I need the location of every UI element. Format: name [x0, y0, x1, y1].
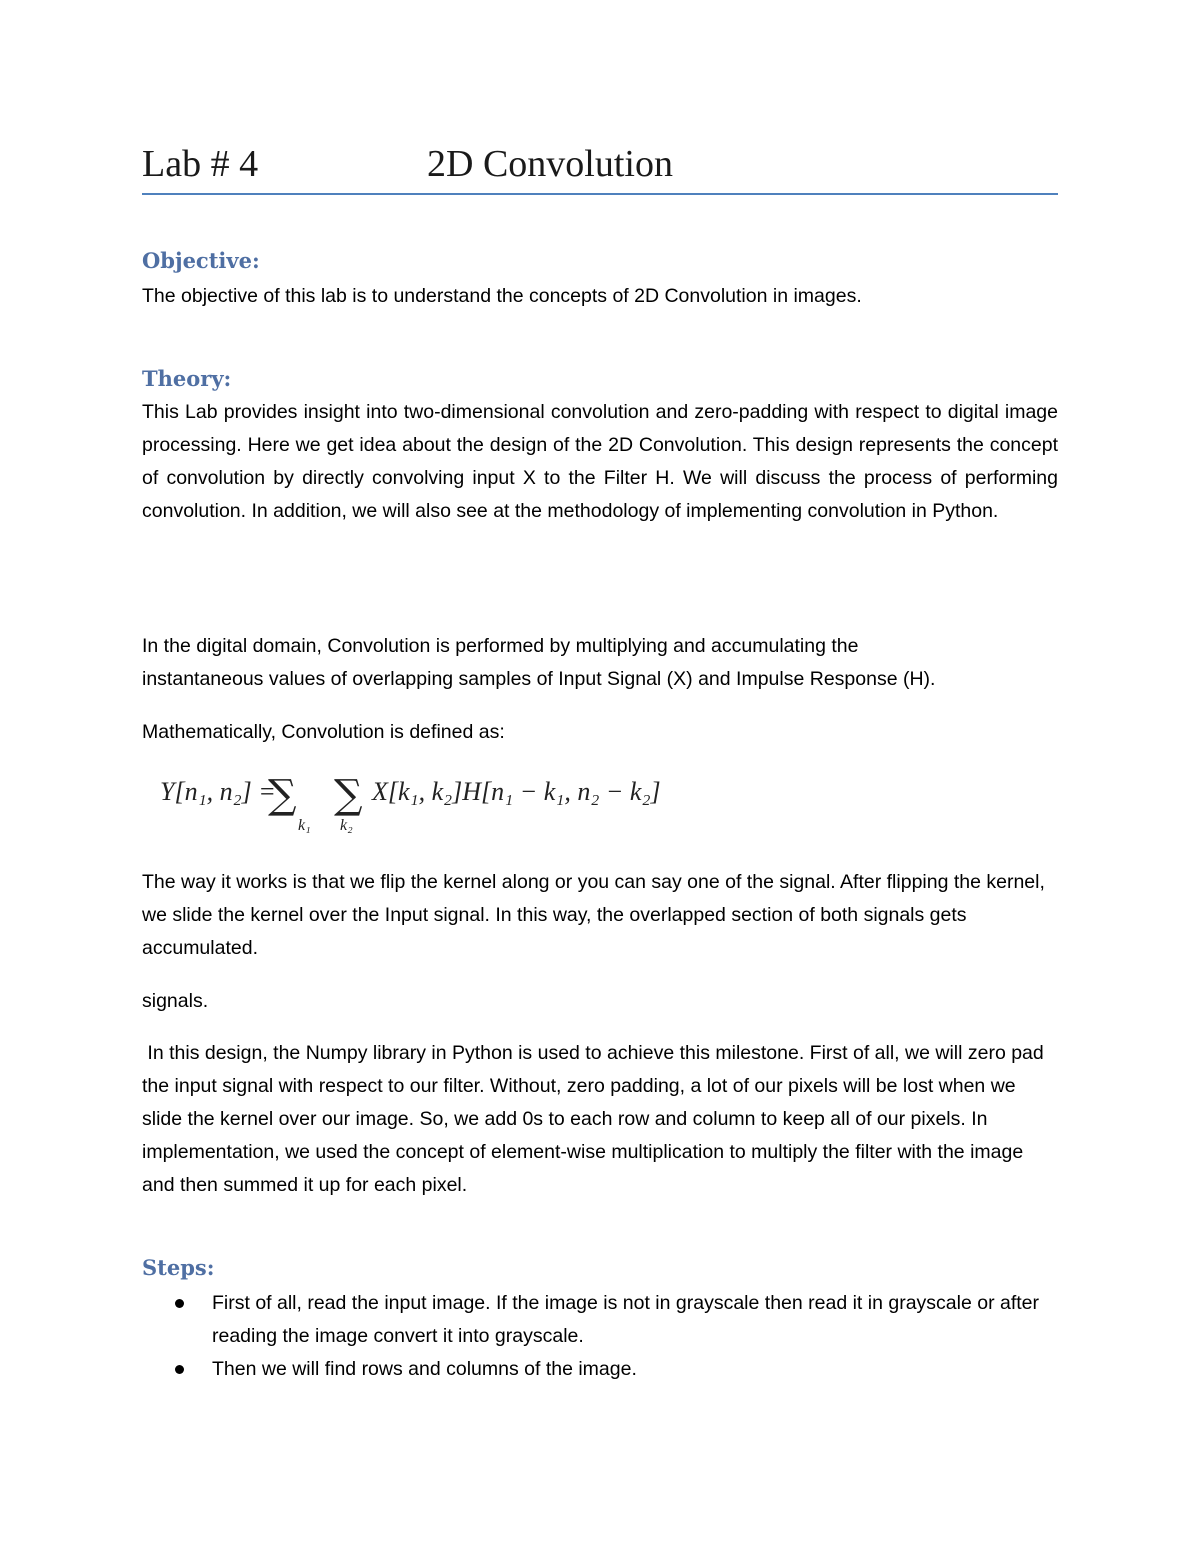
- formula-sum-1: ∑: [268, 772, 297, 818]
- lab-title: 2D Convolution: [427, 143, 673, 185]
- theory-paragraph-2: In the digital domain, Convolution is performed by multiplying and accumulating the instantaneous values of overlapping samples of Input Signal (X) and Impulse Response (H).: [142, 635, 936, 690]
- objective-text: The objective of this lab is to understand the concepts of 2D Convolution in images.: [142, 285, 862, 307]
- list-item: [142, 1287, 1058, 1353]
- formula-rhs: X[k₁, k₂]H[n₁ − k₁, n₂ − k₂]: [372, 777, 661, 806]
- formula-subscript-k1: k₁: [298, 817, 311, 834]
- theory-paragraph-6: In this design, the Numpy library in Python is used to achieve this milestone. First of all, we will zero pad the input signal with respect to our filter. Without, zero padding, a lot of our pixels will be lost when we slide the kernel over our image. So, we add 0s to each row and column to keep all of our pixels. In implementation, we used the concept of element-wise multiplication to multiply the filter with the image and then summed it up for each pixel.: [142, 1042, 1050, 1196]
- steps-heading: Steps:: [142, 1255, 215, 1280]
- theory-paragraph-3: Mathematically, Convolution is defined as:: [142, 721, 505, 743]
- convolution-formula: [160, 768, 700, 838]
- steps-list: [142, 1287, 1058, 1386]
- bullet-icon: [175, 1299, 184, 1308]
- formula-lhs: Y[n₁, n₂] =: [160, 777, 276, 806]
- objective-heading: Objective:: [142, 248, 260, 273]
- theory-heading: Theory:: [142, 366, 232, 391]
- list-item: [142, 1353, 1058, 1386]
- formula-subscript-k2: k₂: [340, 817, 353, 834]
- step-text: Then we will find rows and columns of the image.: [212, 1358, 637, 1380]
- title-row: [142, 140, 1058, 190]
- formula-sum-2: ∑: [334, 772, 363, 818]
- title-divider: [142, 193, 1058, 195]
- theory-paragraph-4: The way it works is that we flip the kernel along or you can say one of the signal. After flipping the kernel, we slide the kernel over the Input signal. In this way, the overlapped section of both signals gets accumulated.: [142, 871, 1045, 959]
- theory-paragraph-5: signals.: [142, 990, 209, 1012]
- bullet-icon: [175, 1365, 184, 1374]
- lab-number: Lab # 4: [142, 143, 259, 185]
- step-text: First of all, read the input image. If the image is not in grayscale then read it in grayscale or after reading the image convert it into grayscale.: [212, 1292, 1039, 1347]
- theory-paragraph-1: This Lab provides insight into two-dimensional convolution and zero-padding with respect to digital image processing. Here we get idea about the design of the 2D Convolution. This design represents the concept of convolution by directly convolving input X to the Filter H. We will discuss the process of performing convolution. In addition, we will also see at the methodology of implementing convolution in Python.: [142, 401, 1058, 522]
